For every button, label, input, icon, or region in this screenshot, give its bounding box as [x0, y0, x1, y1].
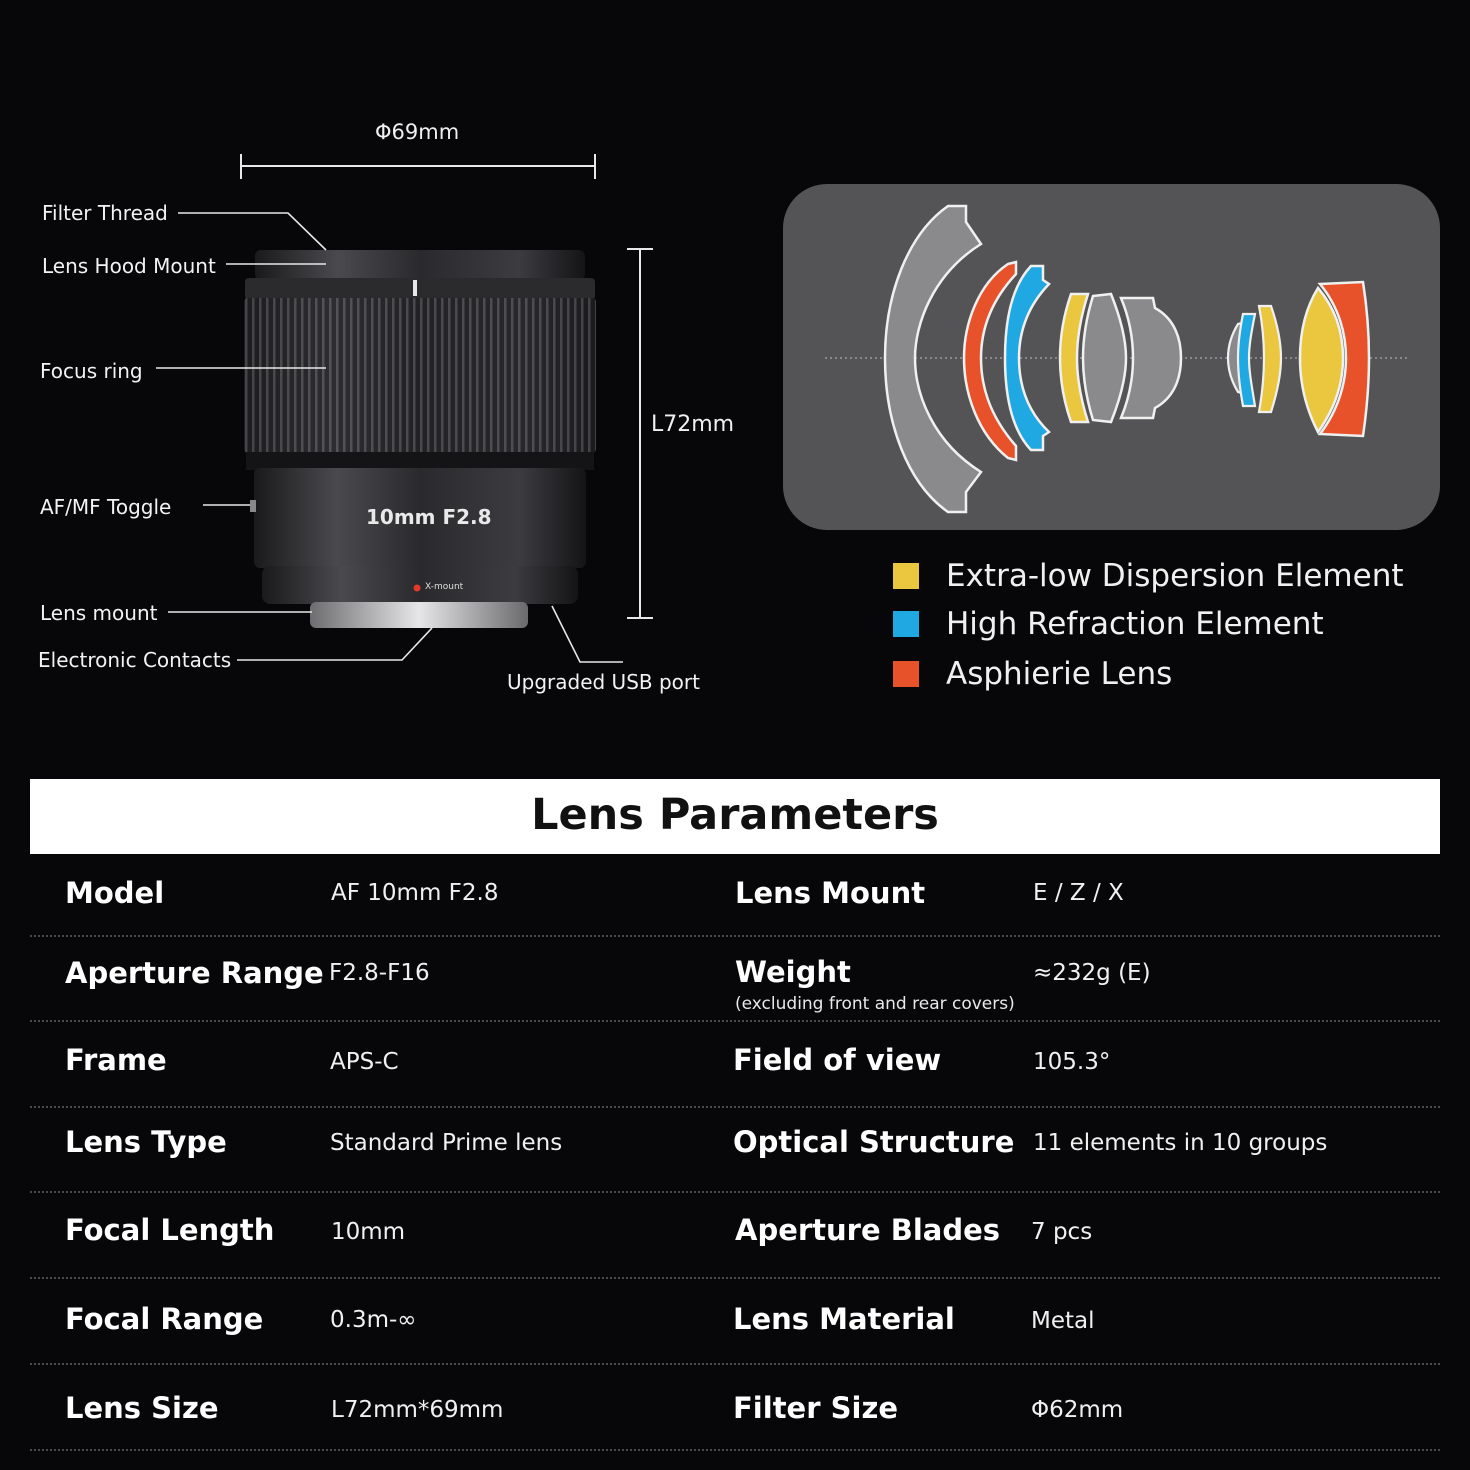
row-divider [30, 1020, 1440, 1022]
param-value-field-of-view: 105.3° [1033, 1049, 1111, 1075]
param-value-focal-length: 10mm [331, 1219, 406, 1245]
param-label-aperture-range: Aperture Range [65, 956, 324, 990]
param-value-frame: APS-C [330, 1049, 399, 1075]
param-label-frame: Frame [65, 1043, 167, 1077]
param-label-focal-length: Focal Length [65, 1213, 275, 1247]
param-label-model: Model [65, 876, 165, 910]
param-value-aperture-range: F2.8-F16 [329, 960, 430, 986]
param-value-lens-size: L72mm*69mm [331, 1397, 504, 1423]
row-divider [30, 1191, 1440, 1193]
param-value-lens-material: Metal [1031, 1308, 1095, 1334]
param-value-model: AF 10mm F2.8 [331, 880, 499, 906]
param-label-filter-size: Filter Size [733, 1391, 898, 1425]
param-note-weight: (excluding front and rear covers) [735, 994, 1015, 1014]
legend-swatch-red [893, 661, 919, 687]
row-divider [30, 935, 1440, 937]
mount-badge: X-mount [425, 582, 464, 592]
param-value-focal-range: 0.3m-∞ [330, 1307, 417, 1333]
param-label-aperture-blades: Aperture Blades [735, 1213, 1001, 1247]
param-value-filter-size: Φ62mm [1031, 1397, 1124, 1423]
legend-item-ed [893, 558, 1404, 594]
length-label: L72mm [651, 412, 735, 437]
legend-item-hr [893, 606, 1324, 642]
param-label-field-of-view: Field of view [733, 1043, 942, 1077]
param-label-lens-material: Lens Material [733, 1302, 955, 1336]
param-label-lens-type: Lens Type [65, 1125, 227, 1159]
legend-label: Extra-low Dispersion Element [946, 558, 1404, 594]
param-value-optical-structure: 11 elements in 10 groups [1033, 1130, 1328, 1156]
callout-focus-ring: Focus ring [40, 359, 143, 383]
diameter-label: Φ69mm [375, 120, 460, 144]
row-divider [30, 1277, 1440, 1279]
parameters-title: Lens Parameters [531, 790, 939, 840]
param-label-focal-range: Focal Range [65, 1302, 264, 1336]
row-divider [30, 1363, 1440, 1365]
param-value-aperture-blades: 7 pcs [1031, 1219, 1093, 1245]
lens-model-text: 10mm F2.8 [366, 505, 492, 529]
legend-swatch-yellow [893, 563, 919, 589]
callout-lens-hood-mount: Lens Hood Mount [42, 254, 216, 278]
param-label-lens-mount: Lens Mount [735, 876, 926, 910]
callout-filter-thread: Filter Thread [42, 201, 168, 225]
param-value-weight: ≈232g (E) [1033, 960, 1151, 986]
legend-label: High Refraction Element [946, 606, 1324, 642]
legend-item-asph [893, 656, 1172, 692]
optical-elements-diagram [783, 184, 1440, 530]
callout-lens-mount: Lens mount [40, 601, 158, 625]
legend-label: Asphierie Lens [946, 656, 1173, 692]
row-divider [30, 1449, 1440, 1451]
callout-usb-port: Upgraded USB port [507, 670, 700, 694]
optical-structure-panel [783, 184, 1440, 530]
callout-electronic-contacts: Electronic Contacts [38, 648, 232, 672]
legend-swatch-blue [893, 611, 919, 637]
row-divider [30, 1106, 1440, 1108]
parameters-banner [30, 779, 1440, 854]
callout-af-mf-toggle: AF/MF Toggle [40, 495, 172, 519]
param-label-lens-size: Lens Size [65, 1391, 219, 1425]
param-label-optical-structure: Optical Structure [733, 1125, 1015, 1159]
param-value-lens-type: Standard Prime lens [330, 1130, 563, 1156]
param-label-weight: Weight [735, 955, 851, 989]
param-value-lens-mount: E / Z / X [1033, 880, 1124, 906]
